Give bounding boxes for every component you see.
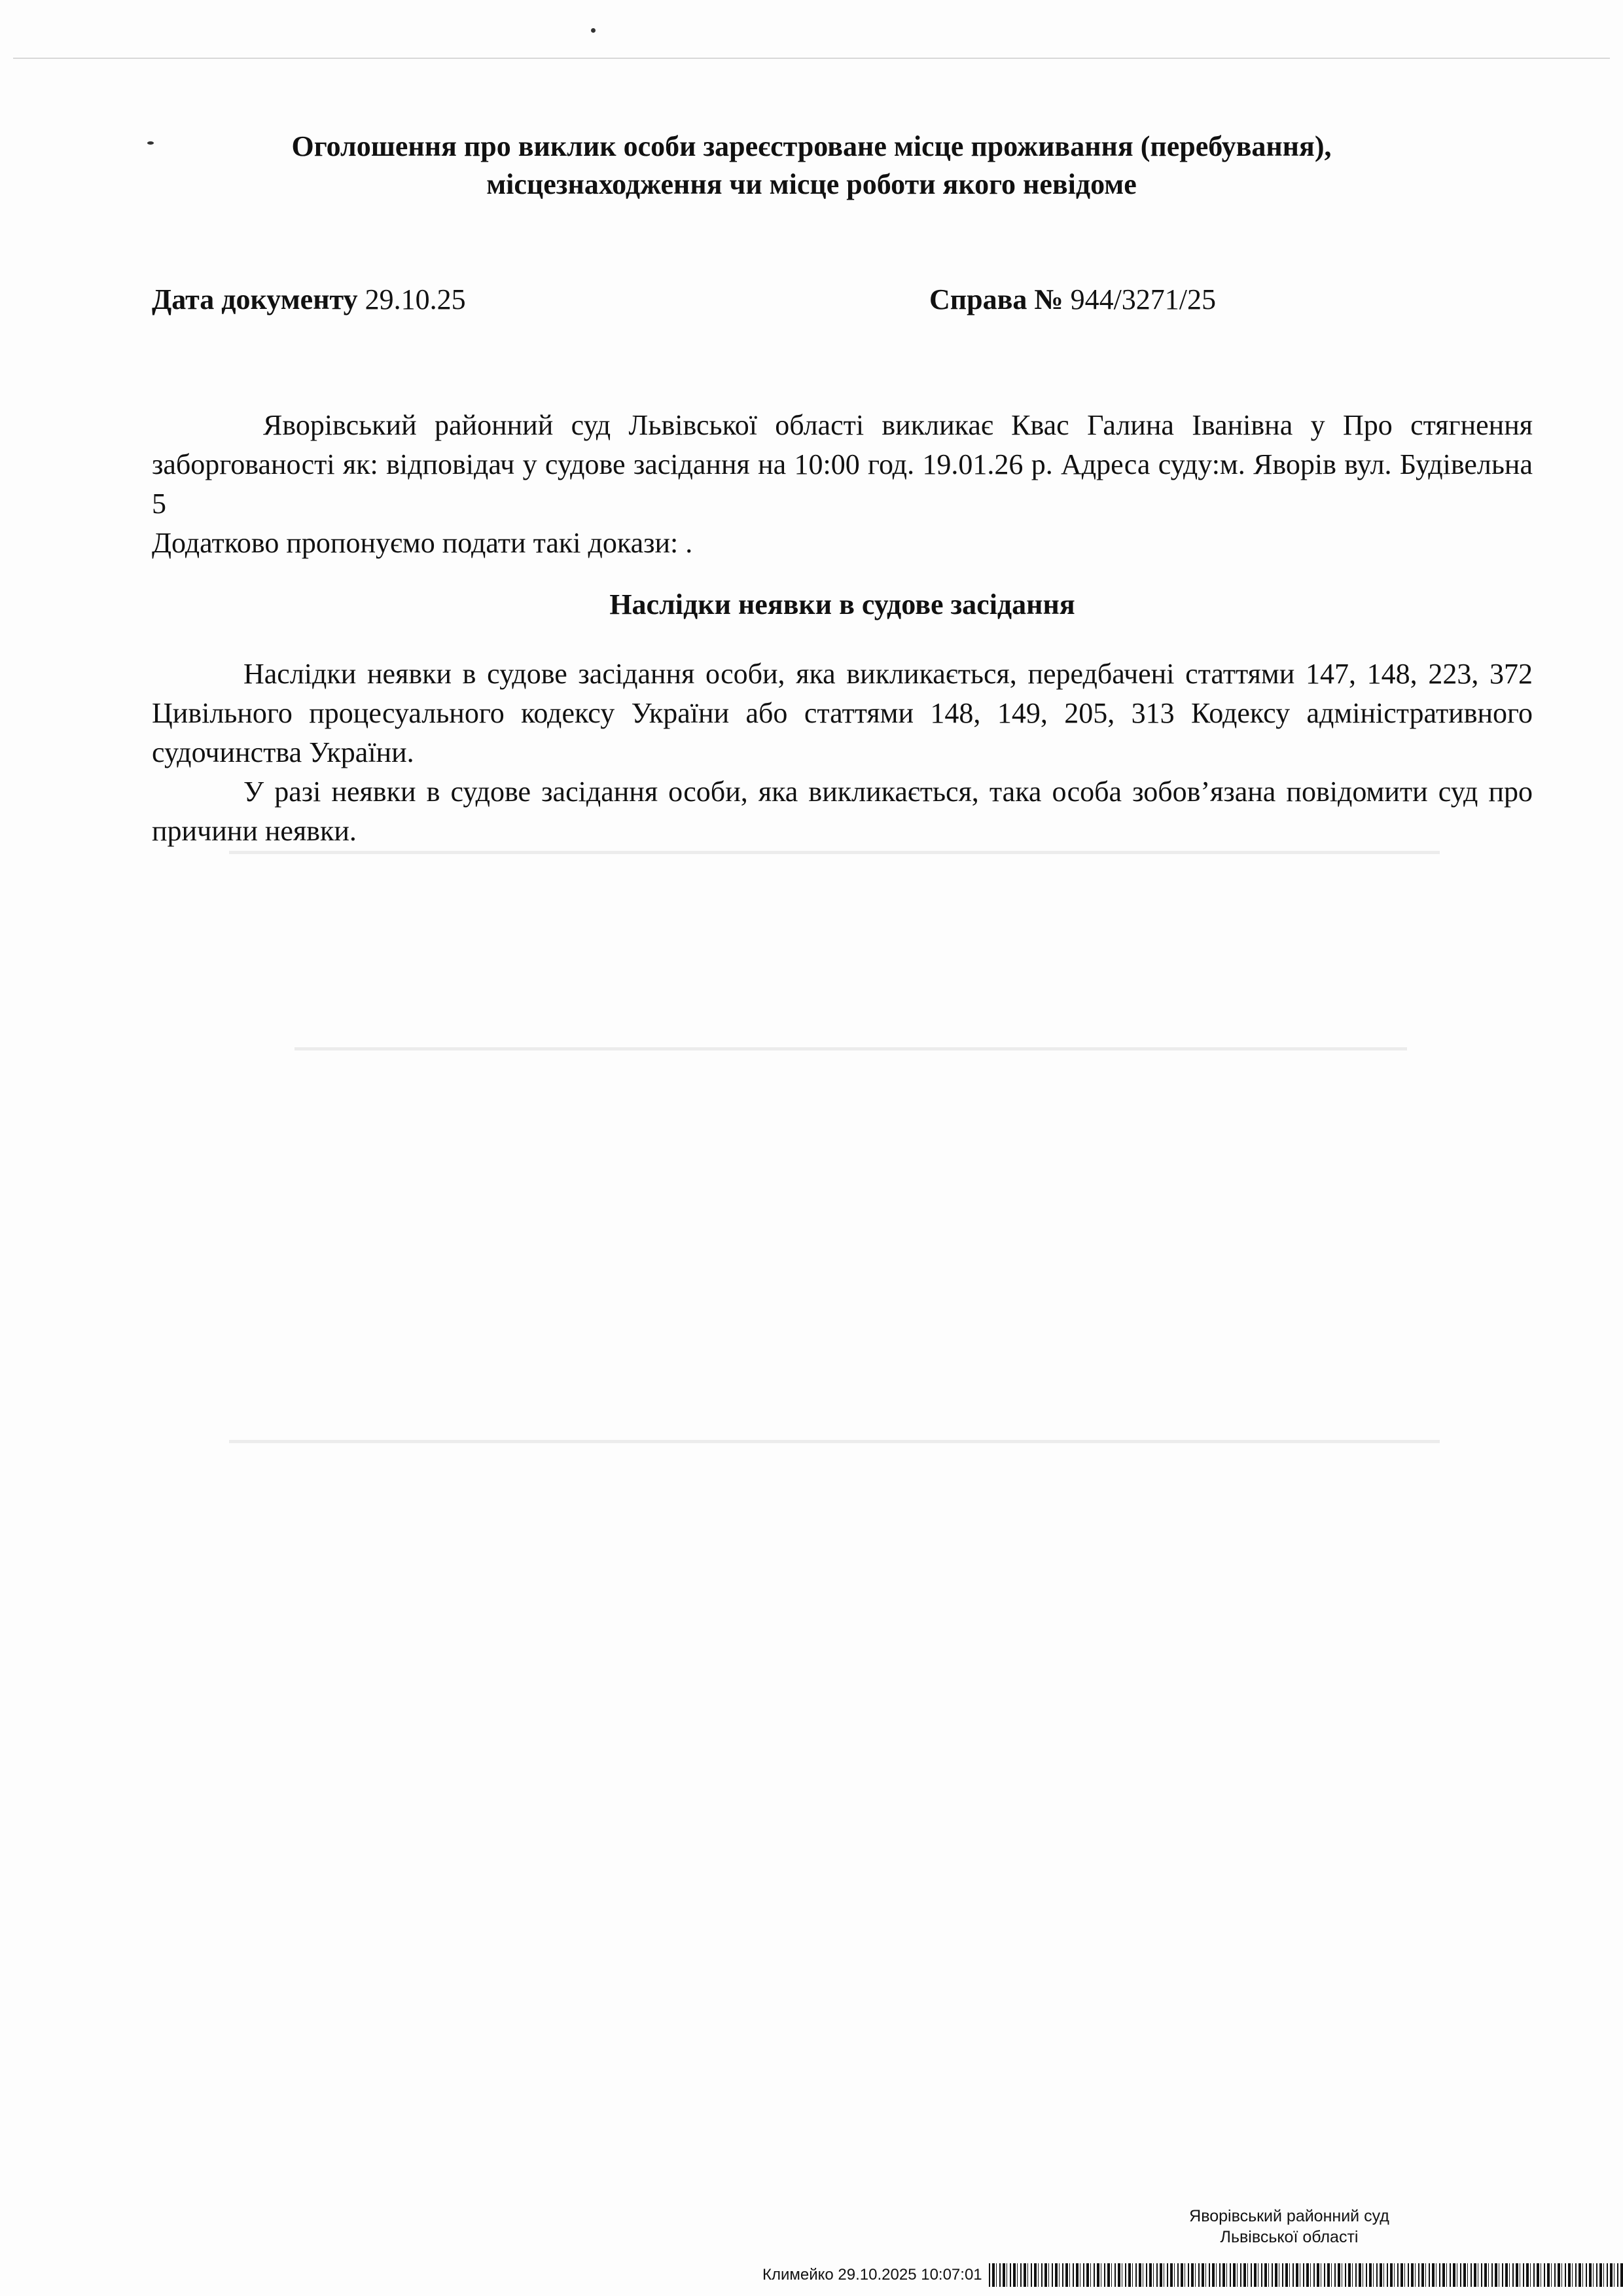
faint-bleed-line: [294, 1047, 1407, 1050]
scan-edge-shadow: [13, 58, 1610, 59]
registration-text: Климейко 29.10.2025 10:07:01: [762, 2266, 982, 2284]
summons-block: [152, 406, 1533, 563]
summons-paragraph: Яворівський районний суд Львівської області викликає Квас Галина Іванівна у Про стягнення заборгованості як: відповідач у судове засідання на 10:00 год. 19.01.26 р. Адреса суду:м. Яворів вул. Будівельна 5: [152, 409, 1533, 520]
stamp-court-line-2: Львівської області: [1220, 2228, 1359, 2246]
barcode-graphic: [989, 2263, 1623, 2287]
document-title: [196, 128, 1427, 204]
case-label: Справа №: [929, 283, 1063, 315]
date-label: Дата документу: [152, 283, 358, 315]
evidence-paragraph: Додатково пропонуємо подати такі докази: .: [152, 527, 693, 559]
scan-speck: [147, 141, 154, 145]
faint-bleed-line: [229, 1440, 1440, 1443]
date-value: 29.10.25: [365, 283, 466, 315]
scan-speck: [591, 28, 596, 33]
case-number: [929, 283, 1216, 316]
case-value: 944/3271/25: [1070, 283, 1217, 315]
court-stamp: [1080, 2206, 1499, 2248]
document-date: [152, 283, 466, 316]
registration-row: [762, 2262, 1623, 2288]
stamp-court-line-1: Яворівський районний суд: [1189, 2207, 1389, 2225]
faint-bleed-line: [229, 851, 1440, 854]
consequences-paragraph-2: У разі неявки в судове засідання особи, яка викликається, така особа зобов’язана повідомити суд про причини неявки.: [152, 776, 1533, 847]
consequences-paragraph-1: Наслідки неявки в судове засідання особи, яка викликається, передбачені статтями 147, 148, 223, 372 Цивільного процесуального кодексу України або статтями 148, 149, 205, 313 Кодексу адміністративного судочинства України.: [152, 658, 1533, 768]
title-line-2: місцезнаходження чи місце роботи якого невідоме: [486, 168, 1137, 200]
title-line-1: Оголошення про виклик особи зареєстроване місце проживання (перебування),: [291, 130, 1332, 162]
consequences-block: [152, 655, 1533, 851]
consequences-heading: Наслідки неявки в судове засідання: [609, 588, 1075, 620]
